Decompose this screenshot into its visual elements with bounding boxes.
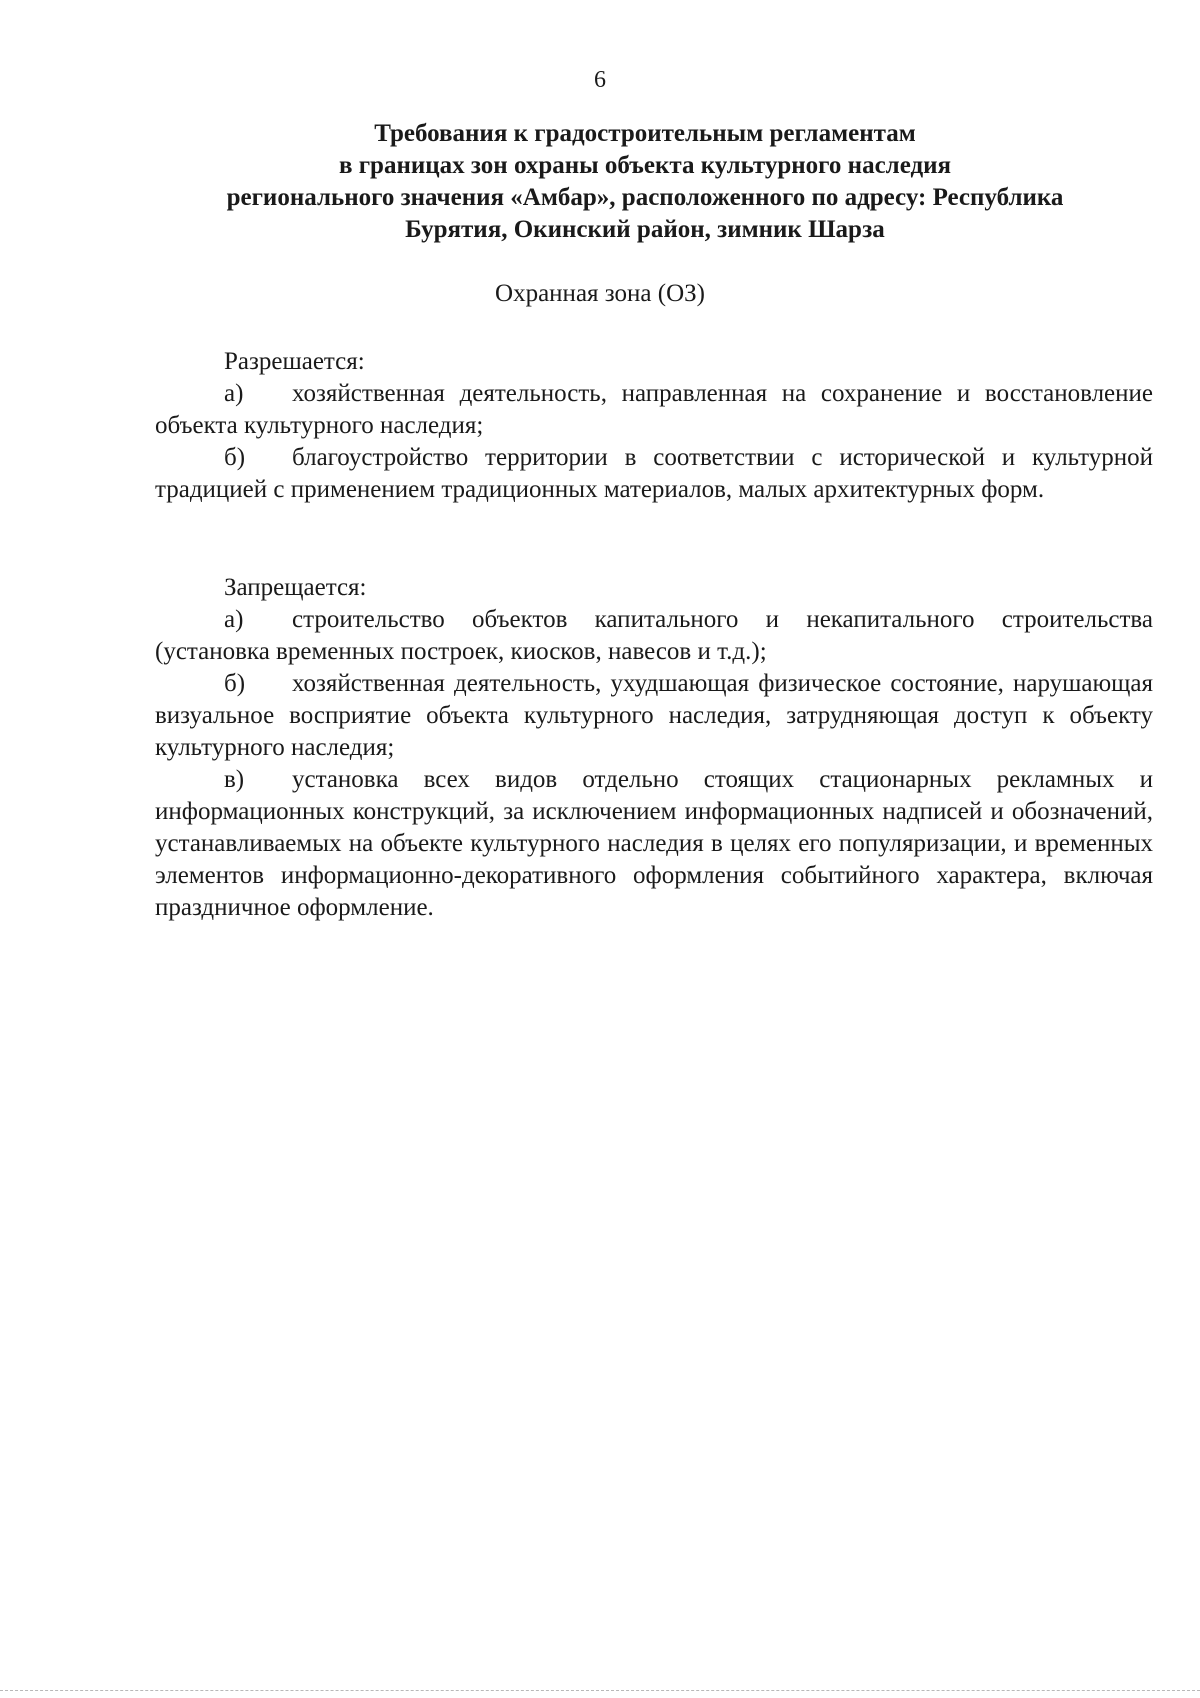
page-number: 6 <box>594 67 606 93</box>
item-text: строительство объектов капитального и некапитального строительства (установка временных построек, киосков, навесов и т.д.); <box>155 606 1153 665</box>
item-text: хозяйственная деятельность, направленная на сохранение и восстановление объекта культурного наследия; <box>155 380 1153 439</box>
allowed-label: Разрешается: <box>224 348 365 375</box>
item-text: установка всех видов отдельно стоящих стационарных рекламных и информационных конструкций, за исключением информационных надписей и обозначений, устанавливаемых на объекте культурного наследия в целях его популяризации, и временных элементов информационно-декоративного оформления событийного характера, включая праздничное оформление. <box>155 766 1153 921</box>
item-text: благоустройство территории в соответствии с исторической и культурной традицией с применением традиционных материалов, малых архитектурных форм. <box>155 444 1153 503</box>
allowed-section <box>155 346 1153 506</box>
heading-line: регионального значения «Амбар», расположенного по адресу: Республика <box>226 184 1064 211</box>
heading-line: в границах зон охраны объекта культурного наследия <box>338 152 952 179</box>
forbidden-item <box>155 668 1153 764</box>
forbidden-label: Запрещается: <box>224 574 367 601</box>
forbidden-item <box>155 604 1153 668</box>
forbidden-item <box>155 764 1153 924</box>
allowed-item <box>155 442 1153 506</box>
item-marker: б) <box>224 670 246 697</box>
item-text: хозяйственная деятельность, ухудшающая физическое состояние, нарушающая визуальное восприятие объекта культурного наследия, затрудняющая доступ к объекту культурного наследия; <box>155 670 1153 761</box>
item-marker: б) <box>224 444 246 471</box>
item-marker: а) <box>224 380 244 407</box>
forbidden-section <box>155 572 1153 924</box>
zone-title: Охранная зона (ОЗ) <box>495 280 705 307</box>
heading-line: Требования к градостроительным регламентам <box>374 120 916 147</box>
heading-line: Бурятия, Окинский район, зимник Шарза <box>405 216 885 243</box>
scan-edge-line <box>0 1690 1200 1691</box>
document-heading <box>160 118 1130 246</box>
item-marker: а) <box>224 606 244 633</box>
allowed-item <box>155 378 1153 442</box>
item-marker: в) <box>224 766 245 793</box>
